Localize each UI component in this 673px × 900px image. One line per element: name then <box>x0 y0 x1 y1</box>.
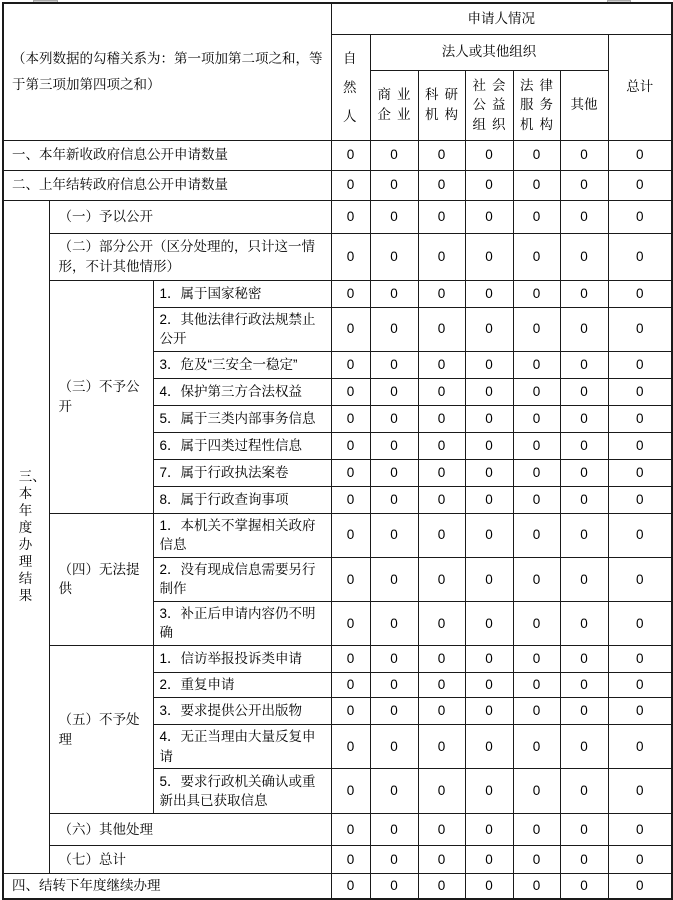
value-cell: 0 <box>465 405 513 432</box>
col-header-natural-person <box>331 34 370 140</box>
col-header-legal-org-group: 法人或其他组织 <box>370 34 608 70</box>
value-cell: 0 <box>370 280 418 307</box>
value-cell: 0 <box>370 601 418 645</box>
value-cell: 0 <box>608 140 672 170</box>
value-cell: 0 <box>560 459 608 486</box>
value-cell: 0 <box>465 601 513 645</box>
value-cell: 0 <box>465 140 513 170</box>
col-header-business <box>370 70 418 140</box>
value-cell: 0 <box>608 874 672 899</box>
row-label-unavailable: （四）无法提供 <box>49 513 153 645</box>
research-label: 科研机构 <box>425 87 459 122</box>
value-cell: 0 <box>418 646 465 673</box>
value-cell: 0 <box>418 698 465 725</box>
value-cell: 0 <box>331 814 370 846</box>
value-cell: 0 <box>513 513 560 557</box>
value-cell: 0 <box>465 200 513 233</box>
value-cell: 0 <box>513 725 560 769</box>
value-cell: 0 <box>560 646 608 673</box>
value-cell: 0 <box>513 846 560 874</box>
value-cell: 0 <box>560 351 608 378</box>
value-cell: 0 <box>331 673 370 698</box>
value-cell: 0 <box>370 874 418 899</box>
value-cell: 0 <box>465 459 513 486</box>
value-cell: 0 <box>418 233 465 280</box>
value-cell: 0 <box>560 405 608 432</box>
row-label-next-year: 四、结转下年度继续办理 <box>3 874 331 899</box>
value-cell: 0 <box>331 725 370 769</box>
value-cell: 0 <box>465 725 513 769</box>
value-cell: 0 <box>608 378 672 405</box>
row-label-refused-item: 2．其他法律行政法规禁止公开 <box>153 307 331 351</box>
value-cell: 0 <box>608 486 672 513</box>
value-cell: 0 <box>418 280 465 307</box>
table-row <box>3 646 672 673</box>
col-header-research <box>418 70 465 140</box>
value-cell: 0 <box>465 280 513 307</box>
value-cell: 0 <box>331 307 370 351</box>
row-label-unavailable-item: 2．没有现成信息需要另行制作 <box>153 557 331 601</box>
value-cell: 0 <box>331 769 370 814</box>
value-cell: 0 <box>331 140 370 170</box>
value-cell: 0 <box>608 200 672 233</box>
value-cell: 0 <box>370 486 418 513</box>
value-cell: 0 <box>418 673 465 698</box>
value-cell: 0 <box>513 673 560 698</box>
row-label-unavailable-item: 3．补正后申请内容仍不明确 <box>153 601 331 645</box>
value-cell: 0 <box>418 378 465 405</box>
value-cell: 0 <box>513 486 560 513</box>
value-cell: 0 <box>418 486 465 513</box>
value-cell: 0 <box>418 846 465 874</box>
value-cell: 0 <box>465 307 513 351</box>
value-cell: 0 <box>608 673 672 698</box>
value-cell: 0 <box>370 432 418 459</box>
value-cell: 0 <box>560 233 608 280</box>
value-cell: 0 <box>608 307 672 351</box>
value-cell: 0 <box>370 170 418 200</box>
value-cell: 0 <box>608 513 672 557</box>
value-cell: 0 <box>331 459 370 486</box>
value-cell: 0 <box>465 874 513 899</box>
value-cell: 0 <box>608 814 672 846</box>
value-cell: 0 <box>560 200 608 233</box>
value-cell: 0 <box>418 601 465 645</box>
value-cell: 0 <box>560 601 608 645</box>
value-cell: 0 <box>331 486 370 513</box>
value-cell: 0 <box>560 513 608 557</box>
row-label-carried-over: 二、上年结转政府信息公开申请数量 <box>3 170 331 200</box>
value-cell: 0 <box>608 698 672 725</box>
value-cell: 0 <box>418 351 465 378</box>
value-cell: 0 <box>608 769 672 814</box>
value-cell: 0 <box>418 307 465 351</box>
row-label-partial: （二）部分公开（区分处理的，只计这一情形，不计其他情形） <box>49 233 331 280</box>
value-cell: 0 <box>331 378 370 405</box>
table-row <box>3 233 672 280</box>
row-label-section-total: （七）总计 <box>49 846 331 874</box>
value-cell: 0 <box>560 170 608 200</box>
col-header-legal-service <box>513 70 560 140</box>
value-cell: 0 <box>608 459 672 486</box>
value-cell: 0 <box>513 233 560 280</box>
table-row <box>3 280 672 307</box>
value-cell: 0 <box>370 378 418 405</box>
value-cell: 0 <box>331 698 370 725</box>
section3-label: 三、本年度办理结果 <box>18 469 46 604</box>
value-cell: 0 <box>465 698 513 725</box>
value-cell: 0 <box>331 557 370 601</box>
value-cell: 0 <box>608 405 672 432</box>
value-cell: 0 <box>465 846 513 874</box>
value-cell: 0 <box>370 846 418 874</box>
value-cell: 0 <box>465 432 513 459</box>
value-cell: 0 <box>370 557 418 601</box>
value-cell: 0 <box>418 513 465 557</box>
value-cell: 0 <box>331 233 370 280</box>
value-cell: 0 <box>465 557 513 601</box>
value-cell: 0 <box>513 814 560 846</box>
row-label-refused-item: 3．危及“三安全一稳定” <box>153 351 331 378</box>
table-row <box>3 140 672 170</box>
value-cell: 0 <box>418 432 465 459</box>
value-cell: 0 <box>418 769 465 814</box>
value-cell: 0 <box>418 814 465 846</box>
value-cell: 0 <box>560 814 608 846</box>
value-cell: 0 <box>418 459 465 486</box>
value-cell: 0 <box>513 557 560 601</box>
table-header-row <box>3 3 672 34</box>
value-cell: 0 <box>418 557 465 601</box>
row-label-refused-item: 5．属于三类内部事务信息 <box>153 405 331 432</box>
col-header-total: 总计 <box>608 34 672 140</box>
value-cell: 0 <box>513 307 560 351</box>
value-cell: 0 <box>418 405 465 432</box>
value-cell: 0 <box>465 814 513 846</box>
value-cell: 0 <box>608 646 672 673</box>
value-cell: 0 <box>560 307 608 351</box>
value-cell: 0 <box>370 351 418 378</box>
value-cell: 0 <box>370 725 418 769</box>
value-cell: 0 <box>608 280 672 307</box>
value-cell: 0 <box>370 673 418 698</box>
row-label-not-processed: （五）不予处理 <box>49 646 153 814</box>
value-cell: 0 <box>560 673 608 698</box>
value-cell: 0 <box>370 698 418 725</box>
value-cell: 0 <box>513 874 560 899</box>
value-cell: 0 <box>608 233 672 280</box>
value-cell: 0 <box>418 200 465 233</box>
row-label-new-requests: 一、本年新收政府信息公开申请数量 <box>3 140 331 170</box>
row-label-refused-item: 7．属于行政执法案卷 <box>153 459 331 486</box>
value-cell: 0 <box>560 432 608 459</box>
reconciliation-note: （本列数据的勾稽关系为：第一项加第二项之和，等于第三项加第四项之和） <box>3 3 331 140</box>
social-welfare-label: 社会公益组织 <box>472 77 506 132</box>
value-cell: 0 <box>331 513 370 557</box>
value-cell: 0 <box>513 459 560 486</box>
value-cell: 0 <box>465 673 513 698</box>
value-cell: 0 <box>331 351 370 378</box>
value-cell: 0 <box>370 513 418 557</box>
disclosure-requests-table <box>2 2 673 900</box>
row-label-refused: （三）不予公开 <box>49 280 153 513</box>
value-cell: 0 <box>560 280 608 307</box>
value-cell: 0 <box>465 378 513 405</box>
value-cell: 0 <box>608 557 672 601</box>
value-cell: 0 <box>370 405 418 432</box>
value-cell: 0 <box>608 725 672 769</box>
legal-service-label: 法律服务机构 <box>520 77 554 132</box>
row-label-unavailable-item: 1．本机关不掌握相关政府信息 <box>153 513 331 557</box>
table-row <box>3 846 672 874</box>
table-row <box>3 513 672 557</box>
value-cell: 0 <box>370 459 418 486</box>
row-label-not-processed-item: 5．要求行政机关确认或重新出具已获取信息 <box>153 769 331 814</box>
value-cell: 0 <box>418 725 465 769</box>
value-cell: 0 <box>560 140 608 170</box>
value-cell: 0 <box>418 170 465 200</box>
value-cell: 0 <box>418 140 465 170</box>
value-cell: 0 <box>465 646 513 673</box>
value-cell: 0 <box>331 846 370 874</box>
value-cell: 0 <box>513 601 560 645</box>
value-cell: 0 <box>465 170 513 200</box>
row-label-granted: （一）予以公开 <box>49 200 331 233</box>
row-label-refused-item: 1．属于国家秘密 <box>153 280 331 307</box>
row-label-refused-item: 4．保护第三方合法权益 <box>153 378 331 405</box>
value-cell: 0 <box>513 698 560 725</box>
value-cell: 0 <box>513 405 560 432</box>
value-cell: 0 <box>513 378 560 405</box>
value-cell: 0 <box>465 233 513 280</box>
value-cell: 0 <box>370 769 418 814</box>
col-header-social-welfare <box>465 70 513 140</box>
value-cell: 0 <box>418 874 465 899</box>
row-label-refused-item: 8．属于行政查询事项 <box>153 486 331 513</box>
value-cell: 0 <box>331 170 370 200</box>
col-header-other-org: 其他 <box>560 70 608 140</box>
section3-vertical-label <box>3 200 49 874</box>
value-cell: 0 <box>608 601 672 645</box>
value-cell: 0 <box>513 432 560 459</box>
value-cell: 0 <box>560 874 608 899</box>
value-cell: 0 <box>331 432 370 459</box>
value-cell: 0 <box>465 769 513 814</box>
row-label-not-processed-item: 4．无正当理由大量反复申请 <box>153 725 331 769</box>
row-label-other-handling: （六）其他处理 <box>49 814 331 846</box>
value-cell: 0 <box>560 769 608 814</box>
value-cell: 0 <box>370 307 418 351</box>
table-row <box>3 814 672 846</box>
row-label-not-processed-item: 2．重复申请 <box>153 673 331 698</box>
value-cell: 0 <box>370 233 418 280</box>
value-cell: 0 <box>513 280 560 307</box>
value-cell: 0 <box>513 170 560 200</box>
value-cell: 0 <box>608 432 672 459</box>
value-cell: 0 <box>370 140 418 170</box>
row-label-refused-item: 6．属于四类过程性信息 <box>153 432 331 459</box>
value-cell: 0 <box>513 769 560 814</box>
value-cell: 0 <box>331 874 370 899</box>
value-cell: 0 <box>560 725 608 769</box>
value-cell: 0 <box>560 378 608 405</box>
table-row <box>3 874 672 899</box>
value-cell: 0 <box>465 486 513 513</box>
value-cell: 0 <box>513 646 560 673</box>
value-cell: 0 <box>331 601 370 645</box>
table-row <box>3 200 672 233</box>
value-cell: 0 <box>513 200 560 233</box>
value-cell: 0 <box>465 513 513 557</box>
value-cell: 0 <box>370 200 418 233</box>
value-cell: 0 <box>331 646 370 673</box>
value-cell: 0 <box>560 846 608 874</box>
value-cell: 0 <box>560 486 608 513</box>
value-cell: 0 <box>370 646 418 673</box>
natural-person-label: 自然人 <box>343 50 357 124</box>
value-cell: 0 <box>513 140 560 170</box>
col-header-applicant-group: 申请人情况 <box>331 3 672 34</box>
value-cell: 0 <box>465 351 513 378</box>
value-cell: 0 <box>331 405 370 432</box>
value-cell: 0 <box>560 557 608 601</box>
value-cell: 0 <box>560 698 608 725</box>
value-cell: 0 <box>331 280 370 307</box>
business-label: 商业企业 <box>377 87 411 122</box>
row-label-not-processed-item: 3．要求提供公开出版物 <box>153 698 331 725</box>
value-cell: 0 <box>331 200 370 233</box>
table-row <box>3 170 672 200</box>
value-cell: 0 <box>608 351 672 378</box>
value-cell: 0 <box>608 846 672 874</box>
value-cell: 0 <box>608 170 672 200</box>
value-cell: 0 <box>370 814 418 846</box>
value-cell: 0 <box>513 351 560 378</box>
row-label-not-processed-item: 1．信访举报投诉类申请 <box>153 646 331 673</box>
